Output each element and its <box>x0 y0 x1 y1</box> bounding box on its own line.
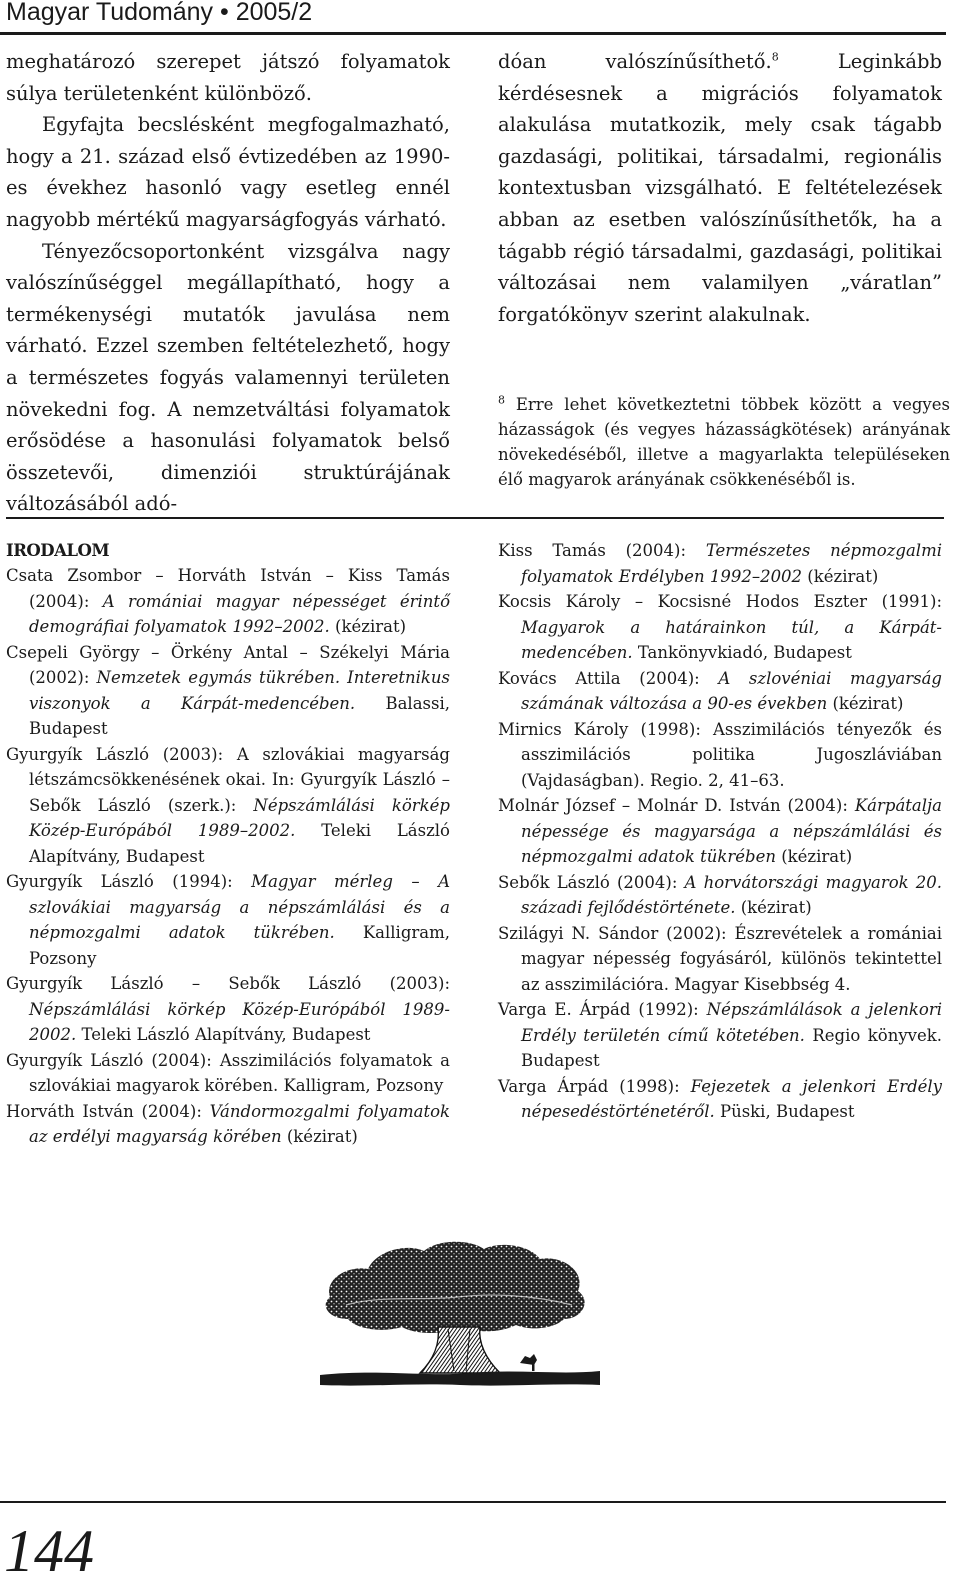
body-paragraph: meghatározó szerepet játszó folyamatok súlya területenként különböző. <box>6 50 450 105</box>
reference-title: Népszámlálási körkép Közép-Európából 1989-2002. <box>29 999 450 1044</box>
reference-publisher: (kézirat) <box>802 566 879 586</box>
reference-publisher: Tankönyvkiadó, Budapest <box>632 643 852 662</box>
reference-entry <box>498 1074 942 1125</box>
reference-title: Népszámlálások a jelenkori Erdély területén című kötetében. <box>521 1000 942 1045</box>
reference-entry <box>6 971 450 1048</box>
text-run: dóan valószínűsíthető. <box>498 50 772 73</box>
reference-author: Mirnics Károly (1998): Asszimilációs tényezők és asszimilációs politika Jugoszláviában (Vajdaságban). Regio. 2, 41–63. <box>498 719 942 790</box>
reference-publisher: (kézirat) <box>281 1127 358 1146</box>
references-heading: IRODALOM <box>6 541 110 560</box>
reference-entry <box>498 870 942 921</box>
section-rule <box>6 517 944 519</box>
journal-title: Magyar Tudomány • 2005/2 <box>6 0 313 26</box>
reference-title: Magyar mérleg – A szlovákiai magyarság a népszámlálási és a népmozgalmi adatok tükrében. <box>29 872 450 942</box>
reference-entry <box>6 640 450 742</box>
reference-entry <box>6 869 450 971</box>
reference-title: Természetes népmozgalmi folyamatok Erdélyben 1992–2002 <box>521 541 942 586</box>
reference-author: Csata Zsombor – Horváth István – Kiss Tamás (2004): <box>6 566 450 611</box>
reference-author: Gyurgyík László (1994): <box>6 872 252 891</box>
reference-author: Szilágyi N. Sándor (2002): Észrevételek a romániai magyar népesség fogyásáról, különös tekintettel az asszimilációra. Magyar Kisebbség 4. <box>498 923 942 994</box>
reference-publisher: Kalligram, Pozsony <box>29 923 450 968</box>
body-column-right <box>498 46 942 330</box>
reference-author: Gyurgyík László (2003): A szlovákiai magyarság létszámcsökkenésének okai. In: Gyurgyík László – Sebők László (szerk.): <box>6 744 450 815</box>
footnote-reference: 8 <box>771 50 779 64</box>
reference-entry <box>498 538 942 589</box>
reference-entry <box>6 1099 450 1150</box>
reference-title: A szlovéniai magyarság számának változása a 90-es években <box>521 668 942 713</box>
reference-title: Kárpátalja népessége és magyarsága a népszámlálási és népmozgalmi adatok tükrében <box>521 796 942 866</box>
reference-publisher: Püski, Budapest <box>714 1102 855 1121</box>
reference-publisher: (kézirat) <box>735 898 812 917</box>
reference-publisher: (kézirat) <box>827 694 904 713</box>
reference-title: Fejezetek a jelenkori Erdély népesedéstörténetéről. <box>521 1076 943 1121</box>
reference-author: Molnár József – Molnár D. István (2004): <box>498 796 855 815</box>
reference-author: Sebők László (2004): <box>498 872 685 892</box>
reference-publisher: Teleki László Alapítvány, Budapest <box>76 1025 371 1044</box>
reference-title: Vándormozgalmi folyamatok az erdélyi magyarság körében <box>29 1101 451 1146</box>
footnote <box>498 392 950 492</box>
reference-entry <box>498 717 942 794</box>
body-paragraph: Egyfajta becslésként megfogalmazható, hogy a 21. század első évtizedében az 1990-es évekhez hasonló vagy esetleg ennél nagyobb mértékű magyarságfogyás várható. <box>6 113 450 231</box>
footer-rule <box>0 1501 946 1503</box>
reference-author: Kocsis Károly – Kocsisné Hodos Eszter (1991): <box>498 592 942 611</box>
reference-entry <box>6 742 450 870</box>
body-paragraph <box>498 46 942 330</box>
reference-publisher: Balassi, Budapest <box>29 693 450 738</box>
reference-entry <box>498 997 942 1074</box>
reference-entry <box>6 563 450 640</box>
reference-publisher: Teleki László Alapítvány, Budapest <box>29 821 450 866</box>
references-left <box>6 538 450 1150</box>
reference-author: Kiss Tamás (2004): <box>498 541 706 560</box>
reference-author: Horváth István (2004): <box>6 1101 210 1121</box>
body-paragraph: Tényezőcsoportonként vizsgálva nagy valószínűséggel megállapítható, hogy a termékenységi mutatók javulása nem várható. Ezzel szemben feltételezhető, hogy a természetes fogyás valamennyi területen növekedni fog. A nemzetváltási folyamatok erősödése a hasonulási folyamatok belső összetevői, dimenziói struktúrájának változásából adó- <box>6 239 450 516</box>
reference-author: Gyurgyík László (2004): Asszimilációs folyamatok a szlovákiai magyarok körében. Kalligram, Pozsony <box>6 1050 450 1095</box>
reference-author: Varga Árpád (1998): <box>498 1076 691 1096</box>
reference-title: Népszámlálási körkép Közép-Európából 1989–2002. <box>29 795 450 840</box>
text-run: Leginkább kérdésesnek a migrációs folyamatok alakulása mutatkozik, mely csak tágabb gazdasági, politikai, társadalmi, regionális kontextusban vizsgálható. E feltételezések abban az esetben valószínűsíthetők, ha a tágabb régió társadalmi, gazdasági, politikai változásai nem valamilyen „váratlan” forgatókönyv szerint alakulnak. <box>498 50 942 326</box>
reference-publisher: (kézirat) <box>329 617 407 636</box>
reference-author: Kovács Attila (2004): <box>498 668 719 688</box>
reference-entry <box>498 666 942 717</box>
reference-author: Varga E. Árpád (1992): <box>498 1000 707 1019</box>
reference-entry <box>498 921 942 998</box>
reference-entry <box>498 793 942 870</box>
tree-illustration <box>320 1235 600 1395</box>
reference-author: Gyurgyík László – Sebők László (2003): <box>6 974 450 993</box>
reference-publisher: Regio könyvek. Budapest <box>521 1025 942 1070</box>
references-right <box>498 538 942 1125</box>
reference-title: Magyarok a határainkon túl, a Kárpát-medencében. <box>521 617 942 662</box>
reference-entry <box>498 589 942 666</box>
footnote-body: Erre lehet következtetni többek között a vegyes házasságok (és vegyes házasságkötések) arányának növekedéséből, illetve a magyarlakta településeken élő magyarok arányának csökkenéséből is. <box>498 395 950 489</box>
footnote-marker: 8 <box>498 393 505 407</box>
running-header <box>0 0 960 34</box>
footnote-text <box>498 392 950 492</box>
reference-publisher: (kézirat) <box>775 847 853 866</box>
reference-title: A romániai magyar népességet érintő demográfiai folyamatok 1992–2002. <box>29 591 450 636</box>
reference-title: Nemzetek egymás tükrében. Interetnikus viszonyok a Kárpát-medencében. <box>29 668 450 713</box>
body-column-left <box>6 46 450 520</box>
reference-entry <box>6 1048 450 1099</box>
header-rule <box>0 32 946 35</box>
page-number: 144 <box>4 1518 94 1584</box>
reference-author: Csepeli György – Örkény Antal – Székelyi Mária (2002): <box>6 642 450 687</box>
reference-title: A horvátországi magyarok 20. századi fejlődéstörténete. <box>521 872 943 917</box>
